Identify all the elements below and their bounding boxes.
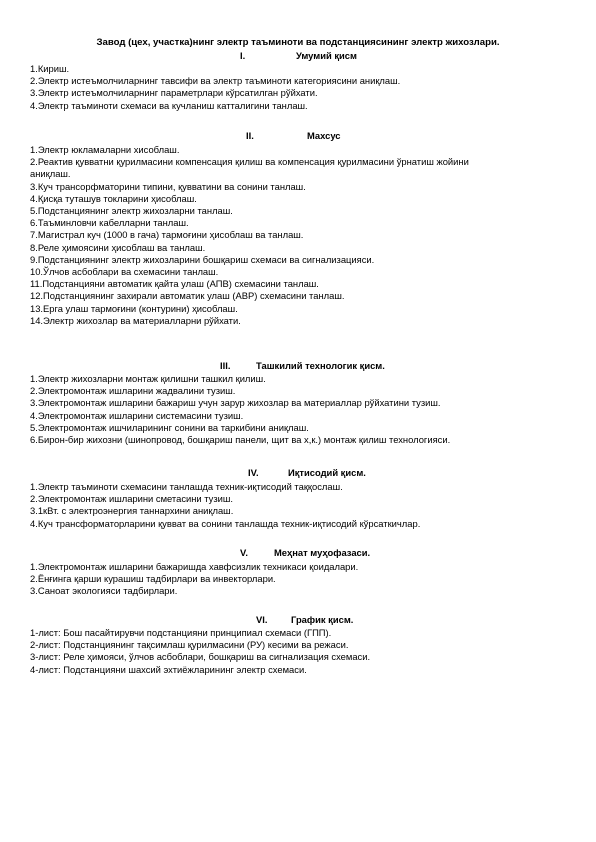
document-title: Завод (цех, участка)нинг электр таъминоти ва подстанциясининг электр жихозлари. <box>96 37 500 48</box>
section-title: Меҳнат муҳофазаси. <box>274 547 371 558</box>
list-item: 10.Ўлчов асбоблари ва схемасини танлаш. <box>30 266 219 278</box>
list-item: 13.Ерга улаш тармоғини (контурини) ҳисоблаш. <box>30 302 238 314</box>
list-item: 2.Электромонтаж ишларини сметасини тузиш. <box>30 493 234 505</box>
list-item: 5.Подстанциянинг электр жихозларни танлаш. <box>30 205 233 217</box>
list-item: 6.Таъминловчи кабелларни танлаш. <box>30 217 189 229</box>
list-item: 4.Электр таъминоти схемаси ва кучланиш катталигини танлаш. <box>30 99 308 111</box>
list-item: 1.Кириш. <box>30 63 70 74</box>
list-item: 1.Электр таъминоти схемасини танлашда техник-иқтисодий таққослаш. <box>30 481 343 492</box>
section-number: IV. <box>248 467 259 478</box>
section-title: Иқтисодий қисм. <box>288 467 366 478</box>
list-item: 2.Ёнғинга қарши курашиш тадбирлари ва инвекторлари. <box>30 573 276 585</box>
section-title: Ташкилий технологик қисм. <box>256 360 385 371</box>
list-item: 8.Реле ҳимоясини ҳисоблаш ва танлаш. <box>30 241 206 253</box>
list-item: 4.Электромонтаж ишларини системасини тузиш. <box>30 409 244 421</box>
list-item: 11.Подстанцияни автоматик қайта улаш (АПВ) схемасини танлаш. <box>30 278 319 290</box>
section-list-3 <box>30 373 570 446</box>
section-list-6 <box>30 627 570 676</box>
list-item: 12.Подстанциянинг захирали автоматик улаш (АВР) схемасини танлаш. <box>30 290 345 302</box>
list-item: 3.1кВт. с электроэнергия таннархини аниқлаш. <box>30 505 234 517</box>
section-list-1 <box>30 63 570 112</box>
section-number: II. <box>246 130 254 141</box>
list-item: 1-лист: Бош пасайтирувчи подстанцияни принципиал схемаси (ГПП). <box>30 627 332 638</box>
list-item: 3.Куч трансорфматорини типини, қувватини ва сонини танлаш. <box>30 180 306 192</box>
section-title: График қисм. <box>291 614 354 625</box>
list-item: 2.Реактив қувватни қурилмасини компенсация қилиш ва компенсация қурилмасини ўрнатиш жойини аниқлаш. <box>30 156 469 180</box>
list-item: 7.Магистрал куч (1000 в гача) тармоғини ҳисоблаш ва танлаш. <box>30 229 304 241</box>
list-item: 14.Электр жихозлар ва материалларни рўйхати. <box>30 314 241 326</box>
list-item: 1.Электромонтаж ишларини бажаришда хавфсизлик техникаси қоидалари. <box>30 561 359 572</box>
list-item: 3-лист: Реле ҳимояси, ўлчов асбоблари, бошқариш ва сигнализация схемаси. <box>30 651 371 663</box>
list-item: 2.Электр истеъмолчиларнинг тавсифи ва электр таъминоти категориясини аниқлаш. <box>30 75 401 87</box>
section-list-5 <box>30 561 570 598</box>
section-number: V. <box>240 547 248 558</box>
list-item: 4.Куч трансформаторларини қувват ва сонини танлашда техник-иқтисодий кўрсаткичлар. <box>30 517 421 529</box>
section-list-4 <box>30 481 570 530</box>
list-item: 1.Электр юкламаларни хисоблаш. <box>30 144 180 155</box>
section-number: I. <box>240 50 246 61</box>
list-item: 3.Саноат экологияси тадбирлари. <box>30 585 178 597</box>
section-number: VI. <box>256 614 268 625</box>
list-item: 2-лист: Подстанциянинг тақсимлаш қурилмасини (РУ) кесими ва режаси. <box>30 639 349 651</box>
list-item: 3.Электр истеъмолчиларнинг параметрлари кўрсатилган рўйхати. <box>30 87 318 99</box>
list-item: 6.Бирон-бир жихозни (шинопровод, бошқариш панели, щит ва х,к.) монтаж қилиш технологияси. <box>30 434 451 446</box>
section-list-2 <box>30 144 570 327</box>
list-item: 4-лист: Подстанцияни шахсий эхтиёжларининг электр схемаси. <box>30 663 307 675</box>
section-number: III. <box>220 360 231 371</box>
list-item: 1.Электр жихозларни монтаж қилишни ташкил қилиш. <box>30 373 266 384</box>
list-item: 2.Электромонтаж ишларини жадвалини тузиш. <box>30 385 236 397</box>
list-item: 9.Подстанциянинг электр жихозларини бошқариш схемаси ва сигнализацияси. <box>30 253 375 265</box>
list-item: 3.Электромонтаж ишларини бажариш учун зарур жихозлар ва материаллар рўйхатини тузиш. <box>30 397 441 409</box>
list-item: 4.Қисқа туташув токларини ҳисоблаш. <box>30 192 197 204</box>
section-title: Умумий қисм <box>296 50 357 61</box>
section-title: Махсус <box>307 130 341 141</box>
list-item: 5.Электромонтаж ишчиларининг сонини ва таркибини аниқлаш. <box>30 421 309 433</box>
